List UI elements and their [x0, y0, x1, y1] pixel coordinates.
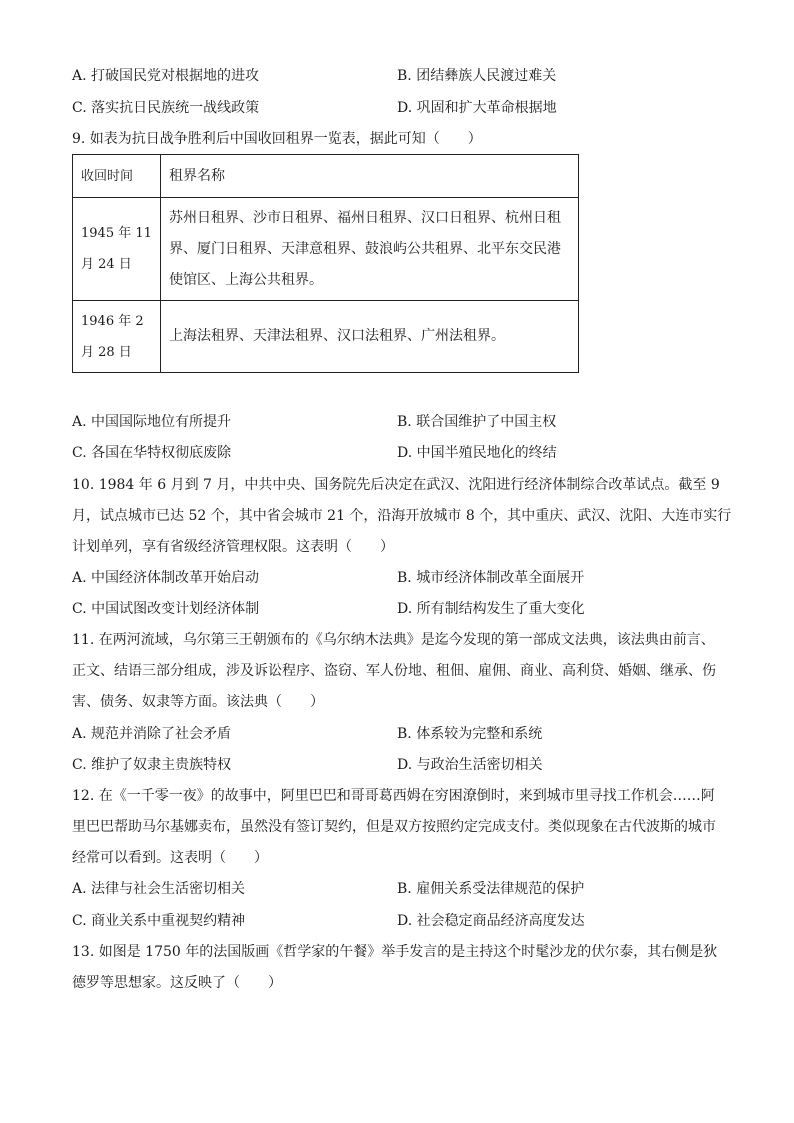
q8-option-a: A. 打破国民党对根据地的进攻 [72, 68, 260, 84]
q10-option-c: C. 中国试图改变计划经济体制 [72, 601, 260, 617]
row1-names-line3: 使馆区、上海公共租界。 [169, 271, 323, 288]
q13-stem-line1: 13. 如图是 1750 年的法国版画《哲学家的午餐》举手发言的是主持这个时髦沙龙的伏尔泰，其右侧是狄 [72, 944, 718, 960]
q12-stem-line3: 经常可以看到。这表明（ ） [72, 850, 268, 866]
q11-option-a: A. 规范并消除了社会矛盾 [72, 726, 232, 742]
q13-stem-line2: 德罗等思想家。这反映了（ ） [72, 975, 282, 991]
row1-names [161, 198, 579, 301]
q12-option-c: C. 商业关系中重视契约精神 [72, 913, 246, 929]
q10-option-a: A. 中国经济体制改革开始启动 [72, 570, 260, 586]
table-header-row [73, 155, 579, 198]
q8-option-d: D. 巩固和扩大革命根据地 [397, 100, 557, 116]
row2-time [73, 301, 161, 373]
q11-stem-line3: 害、债务、奴隶等方面。该法典（ ） [72, 694, 324, 710]
q12-stem-line1: 12. 在《一千零一夜》的故事中，阿里巴巴和哥哥葛西姆在穷困潦倒时，来到城市里寻找工作机会……阿 [72, 788, 715, 804]
row1-names-line1: 苏州日租界、沙市日租界、福州日租界、汉口日租界、杭州日租 [169, 209, 561, 226]
header-time: 收回时间 [73, 155, 161, 198]
concession-table [72, 154, 579, 373]
q12-option-b: B. 雇佣关系受法律规范的保护 [397, 881, 585, 897]
row2-names-line1: 上海法租界、天津法租界、汉口法租界、广州法租界。 [169, 328, 505, 344]
q9-option-a: A. 中国国际地位有所提升 [72, 414, 232, 430]
row2-time-line1: 1946 年 2 [81, 313, 144, 329]
q11-stem-line1: 11. 在两河流域，乌尔第三王朝颁布的《乌尔纳木法典》是迄今发现的第一部成文法典，该法典由前言、 [72, 632, 715, 648]
q12-option-d: D. 社会稳定商品经济高度发达 [397, 913, 585, 929]
q8-option-b: B. 团结彝族人民渡过难关 [397, 68, 557, 84]
q10-stem-line1: 10. 1984 年 6 月到 7 月，中共中央、国务院先后决定在武汉、沈阳进行经济体制综合改革试点。截至 9 [72, 477, 720, 493]
q9-option-c: C. 各国在华特权彻底废除 [72, 445, 232, 461]
q12-stem-line2: 里巴巴帮助马尔基娜卖布，虽然没有签订契约，但是双方按照约定完成支付。类似现象在古代波斯的城市 [72, 819, 716, 835]
q11-option-c: C. 维护了奴隶主贵族特权 [72, 757, 232, 773]
q10-option-b: B. 城市经济体制改革全面展开 [397, 570, 585, 586]
table-row [73, 301, 579, 373]
q11-stem-line2: 正文、结语三部分组成，涉及诉讼程序、盗窃、军人份地、租佃、雇佣、商业、高利贷、婚姻、继承、伤 [72, 663, 716, 679]
q8-option-c: C. 落实抗日民族统一战线政策 [72, 100, 260, 116]
row1-time-line2: 月 24 日 [81, 257, 132, 272]
q9-option-b: B. 联合国维护了中国主权 [397, 414, 557, 430]
q10-stem-line2: 月，试点城市已达 52 个，其中省会城市 21 个，沿海开放城市 8 个，其中重庆、武汉、沈阳、大连市实行 [72, 508, 732, 524]
q9-stem: 9. 如表为抗日战争胜利后中国收回租界一览表，据此可知（ ） [72, 131, 482, 147]
q10-option-d: D. 所有制结构发生了重大变化 [397, 601, 585, 617]
q12-option-a: A. 法律与社会生活密切相关 [72, 881, 246, 897]
q11-option-b: B. 体系较为完整和系统 [397, 726, 543, 742]
row2-names [161, 301, 579, 373]
row2-time-line2: 月 28 日 [81, 344, 132, 360]
table-row [73, 198, 579, 301]
header-concession-name: 租界名称 [161, 155, 579, 198]
row1-time-line1: 1945 年 11 [81, 226, 152, 241]
row1-time [73, 198, 161, 301]
q11-option-d: D. 与政治生活密切相关 [397, 757, 543, 773]
q10-stem-line3: 计划单列，享有省级经济管理权限。这表明（ ） [72, 539, 394, 555]
row1-names-line2: 界、厦门日租界、天津意租界、鼓浪屿公共租界、北平东交民港 [169, 240, 561, 257]
q9-option-d: D. 中国半殖民地化的终结 [397, 445, 557, 461]
